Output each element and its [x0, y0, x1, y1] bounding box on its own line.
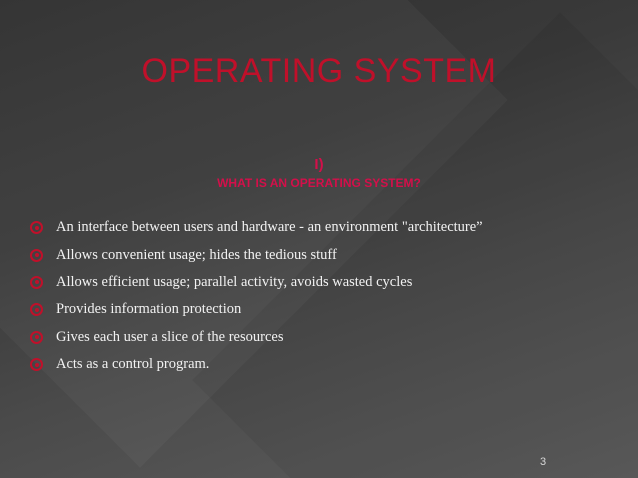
bullet-text: Allows efficient usage; parallel activity, avoids wasted cycles [56, 273, 413, 290]
bullet-item [30, 241, 483, 268]
bullet-text: Provides information protection [56, 301, 242, 318]
bullet-item [30, 269, 483, 296]
bullet-item [30, 324, 483, 351]
bullet-text: An interface between users and hardware - an environment "architecture” [56, 219, 483, 236]
section-title: WHAT IS AN OPERATING SYSTEM? [217, 176, 421, 190]
bullet-text: Allows convenient usage; hides the tedious stuff [56, 246, 337, 263]
bullet-item [30, 296, 483, 323]
bullet-item [30, 214, 483, 241]
bullet-list [30, 214, 483, 378]
page-number: 3 [540, 456, 547, 468]
circled-dot-icon [30, 249, 43, 262]
section-number: I) [314, 156, 324, 173]
circled-dot-icon [30, 331, 43, 344]
slide-title: OPERATING SYSTEM [141, 52, 497, 90]
bullet-text: Acts as a control program. [56, 356, 210, 373]
circled-dot-icon [30, 276, 43, 289]
circled-dot-icon [30, 358, 43, 371]
circled-dot-icon [30, 221, 43, 234]
circled-dot-icon [30, 303, 43, 316]
bullet-text: Gives each user a slice of the resources [56, 328, 284, 345]
bullet-item [30, 351, 483, 378]
